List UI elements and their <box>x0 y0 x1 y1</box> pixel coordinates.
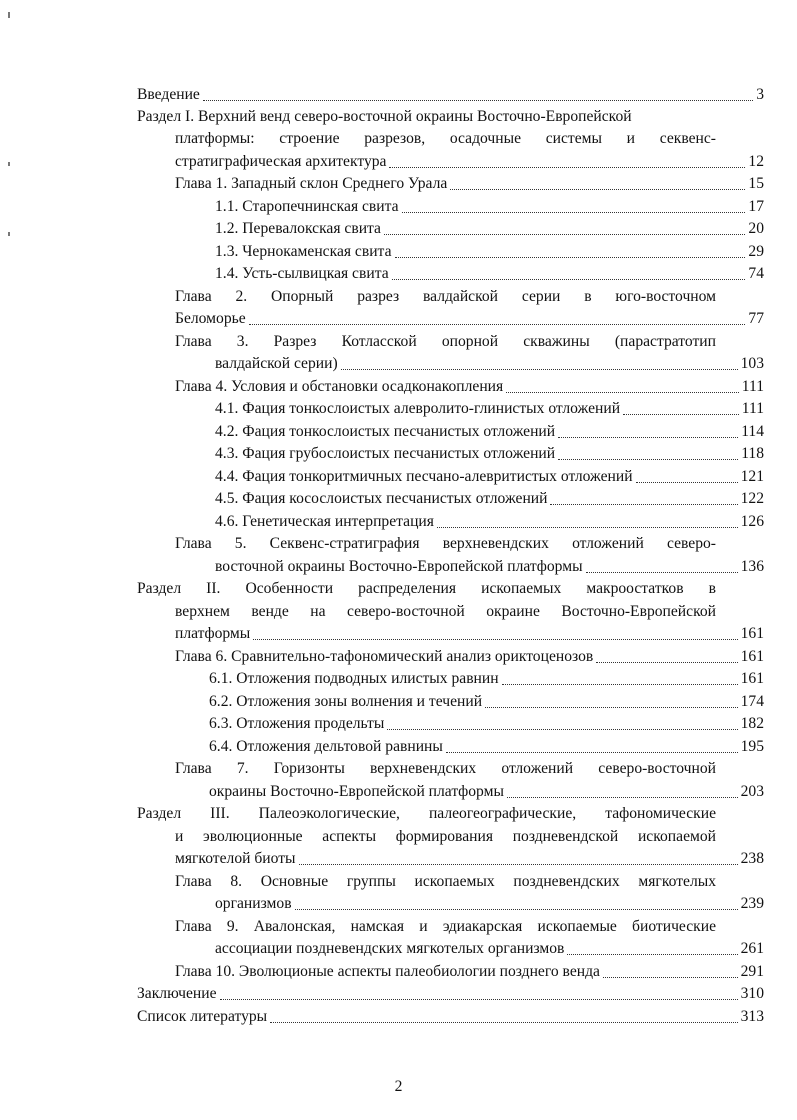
dot-leader <box>299 864 738 865</box>
toc-entry-chapter-3-last <box>215 353 764 375</box>
scan-margin-mark <box>8 162 10 166</box>
toc-page-number: 195 <box>740 737 764 755</box>
toc-entry-section-2 <box>137 578 716 600</box>
toc-page-number: 174 <box>740 692 764 710</box>
toc-page-number: 161 <box>740 669 764 687</box>
toc-entry-text: Раздел II. Особенности распределения ископаемых макроостатков в <box>137 580 716 597</box>
toc-entry-chapter-8 <box>175 871 716 893</box>
toc-page-number: 74 <box>748 264 764 282</box>
toc-entry-chapter-1 <box>175 173 764 195</box>
toc-page-number: 15 <box>748 174 764 192</box>
toc-page-number: 161 <box>740 647 764 665</box>
toc-entry-label: Список литературы <box>137 1007 268 1025</box>
page-number: 2 <box>394 1078 403 1095</box>
toc-entry-text: Глава 5. Секвенс-стратиграфия верхневендских отложений северо- <box>175 535 716 552</box>
toc-entry-1-1 <box>215 196 764 218</box>
toc-entry-text: валдайской серии) <box>215 354 338 372</box>
toc-entry-4-3 <box>215 443 764 465</box>
toc-page-number: 111 <box>741 377 764 395</box>
toc-entry-section-2-last <box>175 623 764 645</box>
toc-entry-chapter-9 <box>175 916 716 938</box>
scan-margin-mark <box>8 232 10 236</box>
toc-page-number: 111 <box>741 399 764 417</box>
toc-page-number: 291 <box>740 962 764 980</box>
toc-entry-text: восточной окраины Восточно-Европейской платформы <box>215 557 583 575</box>
dot-leader <box>203 100 753 101</box>
toc-entry-6-3 <box>209 713 764 735</box>
dot-leader <box>567 954 737 955</box>
toc-entry-label: Введение <box>137 85 200 103</box>
toc-entry-6-4 <box>209 736 764 758</box>
dot-leader <box>506 392 739 393</box>
toc-entry-label: 6.2. Отложения зоны волнения и течений <box>209 692 483 710</box>
dot-leader <box>558 459 738 460</box>
dot-leader <box>392 279 746 280</box>
toc-entry-text: окраины Восточно-Европейской платформы <box>209 782 504 800</box>
toc-entry-label: 6.1. Отложения подводных илистых равнин <box>209 669 499 687</box>
toc-page-number: 239 <box>740 894 764 912</box>
dot-leader <box>220 999 738 1000</box>
toc-entry-chapter-9-last <box>215 938 764 960</box>
toc-entry-label: 4.5. Фация косослоистых песчанистых отложений <box>215 489 548 507</box>
dot-leader <box>446 752 738 753</box>
toc-page-number: 126 <box>740 512 764 530</box>
toc-page-number: 313 <box>740 1007 764 1025</box>
toc-page-number: 238 <box>740 849 764 867</box>
toc-page-number: 161 <box>740 624 764 642</box>
toc-entry-intro <box>137 84 764 106</box>
toc-entry-text: Глава 2. Опорный разрез валдайской серии в юго-восточном <box>175 288 716 305</box>
toc-entry-4-4 <box>215 466 764 488</box>
toc-page-number: 103 <box>740 354 764 372</box>
toc-entry-label: 1.4. Усть-сылвицкая свита <box>215 264 389 282</box>
dot-leader <box>341 369 738 370</box>
toc-entry-text: Глава 8. Основные группы ископаемых поздневендских мягкотелых <box>175 873 716 890</box>
toc-entry-line <box>137 106 764 128</box>
toc-entry-6-1 <box>209 668 764 690</box>
toc-entry-chapter-6 <box>175 646 764 668</box>
toc-entry-label: 4.1. Фация тонкослоистых алевролито-глинистых отложений <box>215 399 621 417</box>
toc-entry-4-2 <box>215 421 764 443</box>
toc-entry-section-1-last <box>175 151 764 173</box>
toc-entry-conclusion <box>137 983 764 1005</box>
toc-entry-label: 6.3. Отложения продельты <box>209 714 385 732</box>
dot-leader <box>389 167 745 168</box>
toc-entry-chapter-10 <box>175 961 764 983</box>
dot-leader <box>502 684 738 685</box>
toc-entry-label: 6.4. Отложения дельтовой равнины <box>209 737 443 755</box>
toc-entry-text: платформы: строение разрезов, осадочные системы и секвенс- <box>175 130 716 147</box>
toc-entry-1-3 <box>215 241 764 263</box>
toc-entry-label: Глава 10. Эволюционые аспекты палеобиологии позднего венда <box>175 962 600 980</box>
scan-margin-mark <box>8 12 10 18</box>
toc-page-number: 29 <box>748 242 764 260</box>
toc-entry-chapter-7 <box>175 758 716 780</box>
dot-leader <box>249 324 746 325</box>
dot-leader <box>623 414 739 415</box>
toc-entry-section-1-cont <box>175 128 716 150</box>
toc-entry-label: Глава 6. Сравнительно-тафономический анализ ориктоценозов <box>175 647 594 665</box>
toc-page-number: 182 <box>740 714 764 732</box>
dot-leader <box>596 662 737 663</box>
toc-entry-chapter-7-last <box>209 781 764 803</box>
dot-leader <box>603 977 738 978</box>
toc-page-number: 203 <box>740 782 764 800</box>
toc-entry-label: 1.1. Старопечнинская свита <box>215 197 399 215</box>
dot-leader <box>558 437 738 438</box>
toc-page-number: 77 <box>748 309 764 327</box>
toc-entry-label: Глава 4. Условия и обстановки осадконакопления <box>175 377 504 395</box>
dot-leader <box>507 797 738 798</box>
dot-leader <box>450 189 745 190</box>
toc-entry-chapter-3 <box>175 331 716 353</box>
toc-entry-4-1 <box>215 398 764 420</box>
toc-entry-4-5 <box>215 488 764 510</box>
toc-entry-text: ассоциации поздневендских мягкотелых организмов <box>215 939 565 957</box>
dot-leader <box>485 707 738 708</box>
toc-entry-text: Раздел III. Палеоэкологические, палеогеографические, тафономические <box>137 805 716 822</box>
toc-entry-text: мягкотелой биоты <box>175 849 296 867</box>
toc-page-number: 20 <box>748 219 764 237</box>
toc-page-number: 261 <box>740 939 764 957</box>
dot-leader <box>437 527 738 528</box>
toc-entry-label: 4.2. Фация тонкослоистых песчанистых отложений <box>215 422 556 440</box>
toc-page-number: 310 <box>740 984 764 1002</box>
toc-entry-section-2-cont <box>175 601 716 623</box>
toc-entry-text: Раздел I. Верхний венд северо-восточной окраины Восточно-Европейской <box>137 107 632 125</box>
toc-entry-chapter-4 <box>175 376 764 398</box>
toc-page-number: 122 <box>740 489 764 507</box>
toc-entry-1-4 <box>215 263 764 285</box>
dot-leader <box>586 572 738 573</box>
toc-page-number: 121 <box>740 467 764 485</box>
toc-page-number: 12 <box>748 152 764 170</box>
toc-entry-section-1 <box>137 106 764 128</box>
toc-page-number: 3 <box>756 85 764 103</box>
toc-entry-text: стратиграфическая архитектура <box>175 152 387 170</box>
toc-entry-text: платформы <box>175 624 251 642</box>
toc-page-number: 118 <box>741 444 764 462</box>
toc-entry-label: Заключение <box>137 984 217 1002</box>
dot-leader <box>253 639 737 640</box>
dot-leader <box>402 212 746 213</box>
toc-entry-1-2 <box>215 218 764 240</box>
toc-entry-label: Глава 1. Западный склон Среднего Урала <box>175 174 448 192</box>
toc-entry-6-2 <box>209 691 764 713</box>
toc-entry-text: Беломорье <box>175 309 246 327</box>
toc-page-number: 114 <box>741 422 764 440</box>
dot-leader <box>387 729 737 730</box>
toc-entry-section-3-cont <box>175 826 716 848</box>
toc-entry-label: 1.2. Перевалокская свита <box>215 219 381 237</box>
toc-entry-label: 4.6. Генетическая интерпретация <box>215 512 434 530</box>
toc-entry-section-3 <box>137 803 716 825</box>
toc-entry-text: Глава 9. Авалонская, намская и эдиакарская ископаемые биотические <box>175 918 716 935</box>
toc-page-number: 136 <box>740 557 764 575</box>
dot-leader <box>384 234 745 235</box>
toc-entry-chapter-2-last <box>175 308 764 330</box>
toc-entry-chapter-5 <box>175 533 716 555</box>
dot-leader <box>395 257 746 258</box>
toc-entry-label: 1.3. Чернокаменская свита <box>215 242 392 260</box>
toc-entry-references <box>137 1006 764 1028</box>
toc-entry-label: 4.4. Фация тонкоритмичных песчано-алевритистых отложений <box>215 467 633 485</box>
toc-entry-chapter-5-last <box>215 556 764 578</box>
toc-entry-4-6 <box>215 511 764 533</box>
toc-entry-text: Глава 3. Разрез Котласской опорной скважины (парастратотип <box>175 333 716 350</box>
toc-entry-text: и эволюционные аспекты формирования поздневендской ископаемой <box>175 828 716 845</box>
dot-leader <box>295 909 738 910</box>
toc-entry-text: организмов <box>215 894 292 912</box>
toc-entry-section-3-last <box>175 848 764 870</box>
toc-entry-chapter-8-last <box>215 893 764 915</box>
dot-leader <box>270 1022 737 1023</box>
dot-leader <box>636 482 738 483</box>
toc-entry-text: верхнем венде на северо-восточной окраине Восточно-Европейской <box>175 603 716 620</box>
toc-entry-text: Глава 7. Горизонты верхневендских отложений северо-восточной <box>175 760 716 777</box>
toc-page-number: 17 <box>748 197 764 215</box>
toc-entry-chapter-2 <box>175 286 716 308</box>
toc-entry-label: 4.3. Фация грубослоистых песчанистых отложений <box>215 444 556 462</box>
dot-leader <box>550 504 737 505</box>
